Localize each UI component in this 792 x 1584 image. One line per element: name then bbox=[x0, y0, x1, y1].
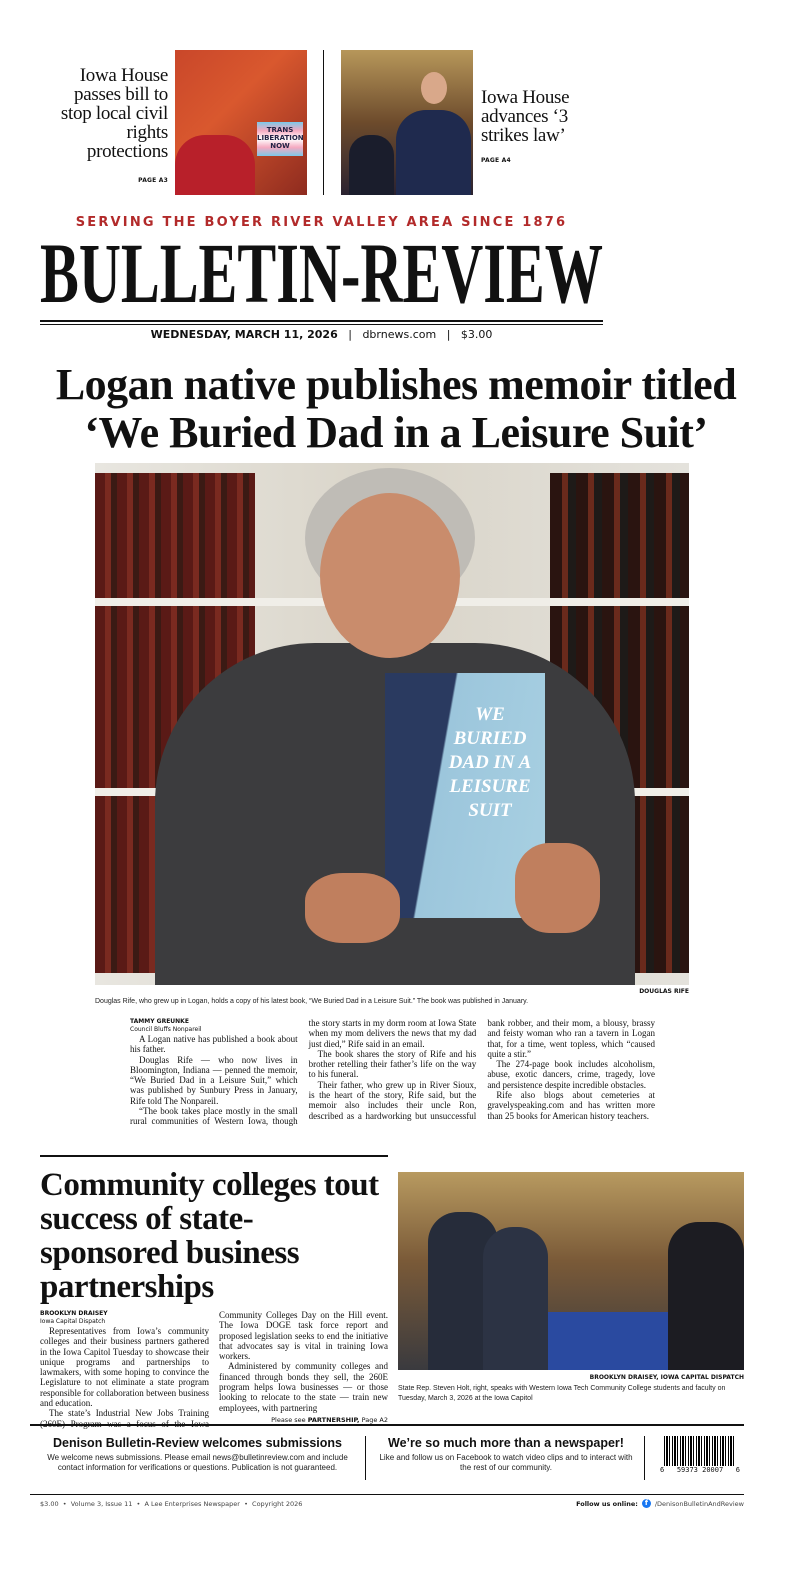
paragraph: A Logan native has published a book about his father. bbox=[130, 1034, 298, 1055]
student-figure bbox=[483, 1227, 548, 1370]
price: $3.00 bbox=[460, 328, 493, 341]
second-article bbox=[40, 1310, 388, 1429]
issue-date: WEDNESDAY, MARCH 11, 2026 bbox=[150, 328, 338, 341]
jump-line[interactable]: Please see PARTNERSHIP, Page A2 bbox=[271, 1415, 388, 1424]
promo-divider bbox=[644, 1436, 645, 1480]
paragraph: “The book takes place mostly in the small rural communities of Western Iowa, though the story starts in my dorm room at Iowa State when my mom delivers the news that my dad just died,” Rife said in an email. bbox=[130, 1018, 477, 1127]
lawmaker-figure bbox=[396, 110, 471, 195]
promo-text: We welcome news submissions. Please email news@bulletinreview.com and include contact information for verifications or questions. Publication is not guaranteed. bbox=[47, 1453, 348, 1472]
teaser-left[interactable] bbox=[52, 66, 168, 190]
person-red-sweater bbox=[175, 135, 255, 195]
promo-title: Denison Bulletin-Review welcomes submissions bbox=[53, 1436, 342, 1450]
paragraph: Administered by community colleges and financed through bonds they sell, the 260E program helps Iowa businesses — or those looking to relocate to the state — train new employees, with partnering bbox=[219, 1361, 388, 1413]
barcode: 6 59373 20007 6 bbox=[660, 1436, 740, 1474]
second-photo[interactable] bbox=[398, 1172, 744, 1370]
holt-figure bbox=[668, 1222, 744, 1370]
footer-social[interactable] bbox=[500, 1499, 744, 1508]
paragraph: Their father, who grew up in River Sioux, is the heart of the story, Rife said, but the memoir also includes their uncle Ron, described as a hardworking but unsuccessful bank robber, and their mom, a blousy, brassy and feisty woman who ran a tavern in Logan that, for a time, went topless, which “caused quite a stir.” bbox=[308, 1018, 655, 1121]
paragraph: The book shares the story of Rife and his brother retelling their father’s life on the way to his funeral. bbox=[308, 1048, 477, 1080]
promo-rule bbox=[30, 1424, 744, 1426]
lead-article bbox=[130, 1018, 655, 1127]
photo-credit: DOUGLAS RIFE bbox=[639, 988, 689, 995]
teaser-headline: Iowa House passes bill to stop local civil rights protections bbox=[60, 65, 168, 162]
outlet: Iowa Capital Dispatch bbox=[40, 1318, 106, 1325]
footer-rule bbox=[30, 1494, 744, 1495]
promo-title: We’re so much more than a newspaper! bbox=[388, 1436, 624, 1450]
dateline: WEDNESDAY, MARCH 11, 2026 | dbrnews.com | $3.00 bbox=[150, 328, 493, 341]
masthead-rule bbox=[40, 320, 603, 325]
paragraph: The state’s Industrial New Jobs Training Community Colleges Day on the Hill event. The Iowa DOGE task force report and proposed legislation seeks to end the initiative that advocates say is vital in training Iowa workers. bbox=[49, 1310, 388, 1419]
hand-right bbox=[515, 843, 600, 933]
book-title: WE BURIED DAD IN A LEISURE SUIT bbox=[448, 704, 532, 821]
outlet: Council Bluffs Nonpareil bbox=[130, 1026, 202, 1033]
sign: TRANS LIBERATION NOW bbox=[257, 122, 303, 156]
teaser-photo-lawmakers[interactable] bbox=[341, 50, 473, 195]
hand-left bbox=[305, 873, 400, 943]
photo-caption: State Rep. Steven Holt, right, speaks with Western Iowa Tech Community College students and faculty on Tuesday, March 3, 2026 at the Iowa Capitol bbox=[398, 1385, 726, 1402]
byline: TAMMY GREUNKE Council Bluffs Nonpareil bbox=[130, 1018, 298, 1034]
paragraph: The 274-page book includes alcoholism, abuse, exotic dancers, crime, tragedy, love and persistence despite incredible obstacles. bbox=[487, 1059, 655, 1090]
teaser-right[interactable] bbox=[481, 88, 591, 170]
second-headline[interactable]: Community colleges tout success of state-sponsored business partnerships bbox=[40, 1167, 379, 1305]
footer-info: $3.00 • Volume 3, Issue 11 • A Lee Enterprises Newspaper • Copyright 2026 bbox=[40, 1500, 303, 1508]
young-man-figure bbox=[349, 135, 394, 195]
paragraph: Rife also blogs about cemeteries at gravelyspeaking.com and has written more than 25 books for American history teachers. bbox=[487, 1090, 655, 1121]
website-link[interactable]: dbrnews.com bbox=[362, 328, 437, 341]
photo-caption: Douglas Rife, who grew up in Logan, holds a copy of his latest book, “We Buried Dad in a Leisure Suit.” The book was published in January. bbox=[95, 998, 529, 1005]
byline: BROOKLYN DRAISEY Iowa Capital Dispatch bbox=[40, 1310, 209, 1326]
follow-label: Follow us online: bbox=[576, 1499, 638, 1508]
teaser-page: PAGE A3 bbox=[138, 177, 168, 184]
lawmaker-head bbox=[421, 72, 447, 104]
masthead-tagline: SERVING THE BOYER RIVER VALLEY AREA SINCE 1876 bbox=[75, 215, 568, 230]
paragraph: Douglas Rife — who now lives in Bloomington, Indiana — penned the memoir, “We Buried Dad in a Leisure Suit,” which was published by Sunbury Press in January, Rife told The Nonpareil. bbox=[130, 1054, 298, 1106]
promo-facebook[interactable] bbox=[375, 1436, 637, 1473]
display-table bbox=[548, 1312, 668, 1370]
photo-credit: BROOKLYN DRAISEY, IOWA CAPITAL DISPATCH bbox=[589, 1374, 744, 1381]
paragraph: Representatives from Iowa’s community colleges and their business partners gathered in the Iowa Capitol Tuesday to showcase their unique programs and partnerships to lawmakers, with some hoping to convince the Legislature to not eliminate a state program responsible for collaboration between business and education. bbox=[40, 1326, 209, 1409]
lead-headline[interactable]: Logan native publishes memoir titled ‘We Buried Dad in a Leisure Suit’ bbox=[55, 360, 737, 457]
masthead-name: BULLETIN-REVIEW bbox=[40, 232, 603, 312]
facebook-handle[interactable]: /DenisonBulletinAndReview bbox=[654, 1499, 744, 1508]
second-story bbox=[40, 1168, 388, 1429]
teaser-headline: Iowa House advances ‘3 strikes law’ bbox=[481, 87, 570, 146]
section-rule bbox=[40, 1155, 388, 1157]
lead-photo[interactable] bbox=[95, 463, 689, 985]
facebook-icon: f bbox=[642, 1499, 651, 1508]
teaser-divider bbox=[323, 50, 324, 195]
man-face bbox=[320, 493, 460, 658]
promo-text: Like and follow us on Facebook to watch video clips and to interact with the rest of our community. bbox=[379, 1453, 633, 1472]
barcode-bars bbox=[664, 1436, 736, 1466]
teaser-photo-protest[interactable] bbox=[175, 50, 307, 195]
teaser-page: PAGE A4 bbox=[481, 157, 511, 164]
masthead-logo bbox=[40, 232, 603, 312]
promo-divider bbox=[365, 1436, 366, 1480]
promo-submissions[interactable] bbox=[35, 1436, 360, 1473]
